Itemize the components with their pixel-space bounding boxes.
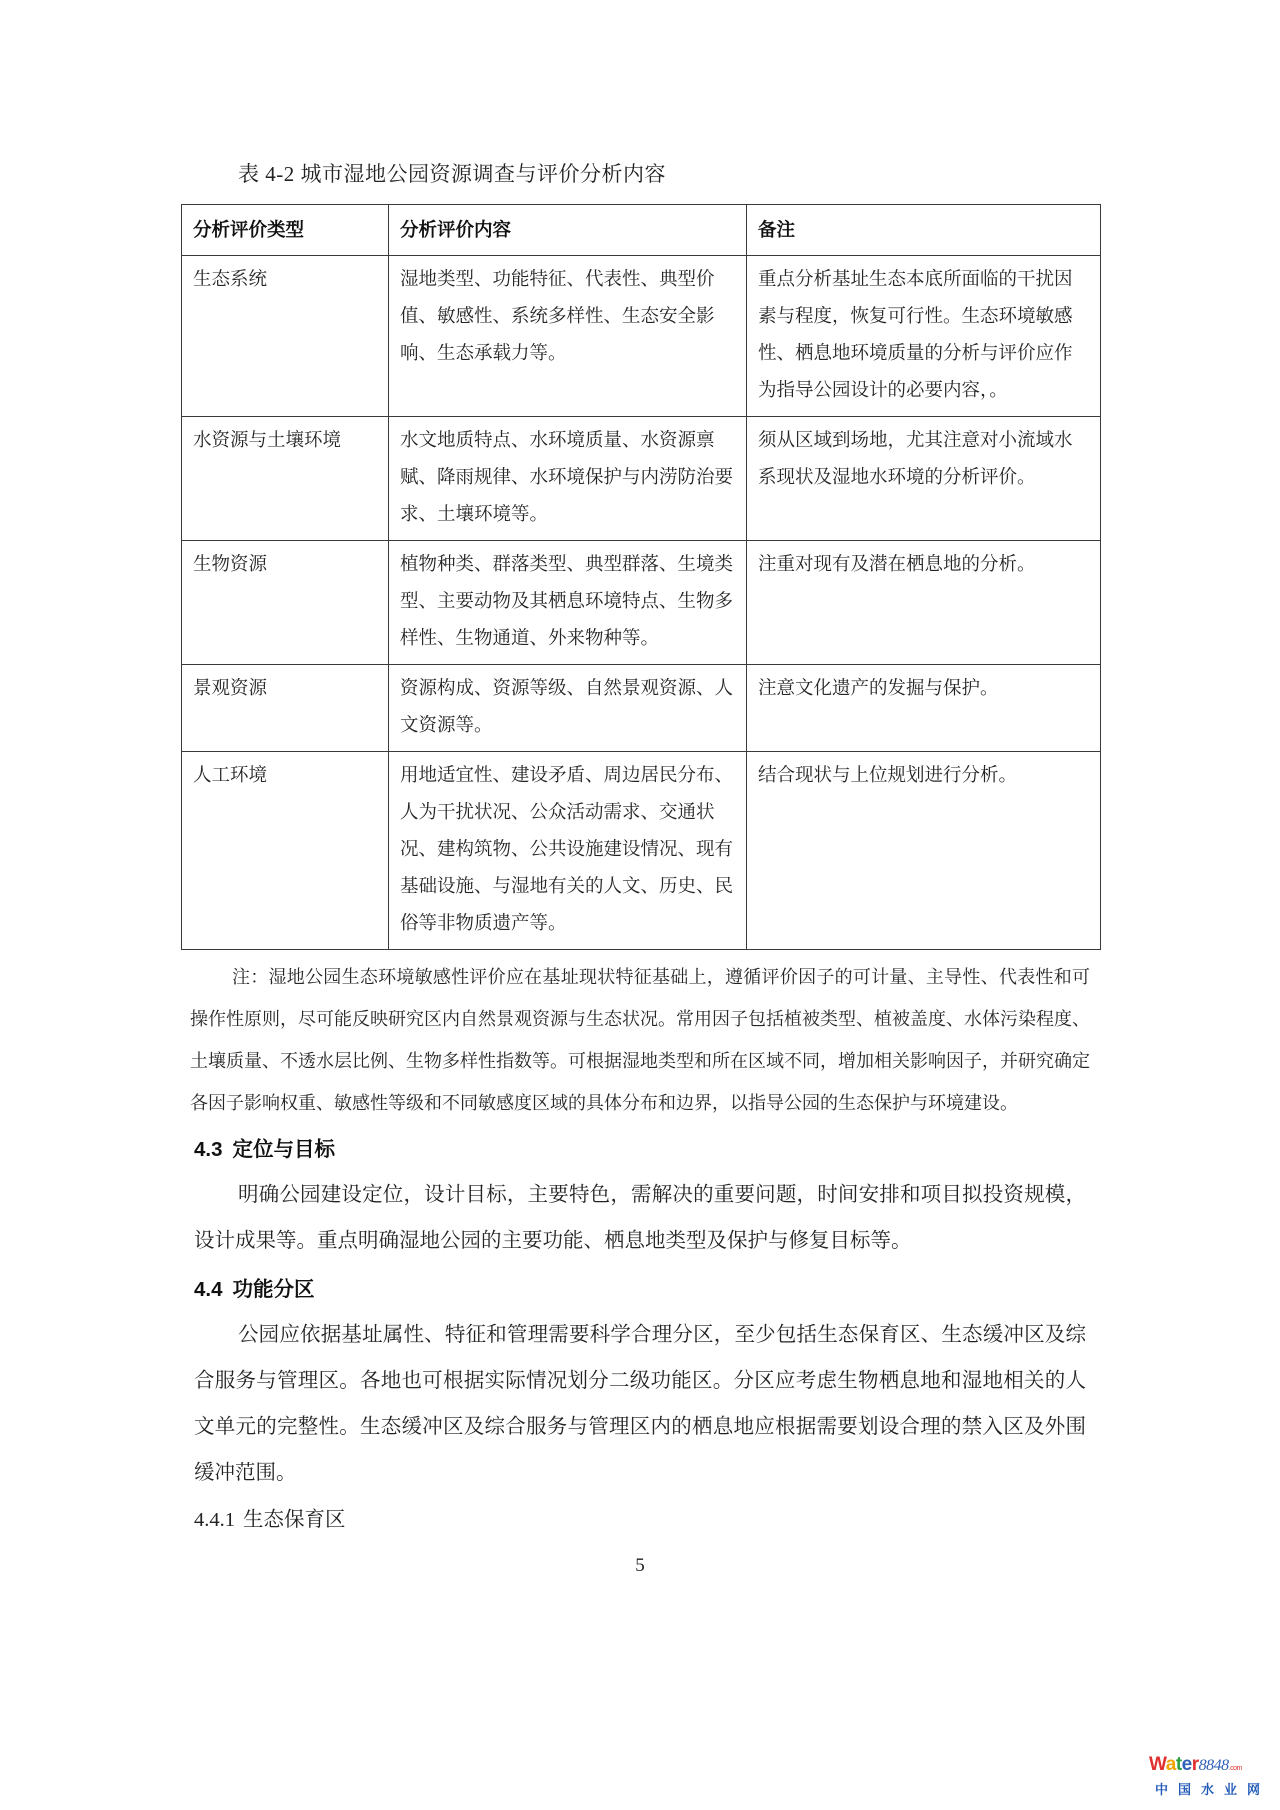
section-number: 4.3: [194, 1138, 223, 1161]
cell-remark: 注意文化遗产的发掘与保护。: [747, 665, 1101, 752]
table-header-row: [182, 205, 1101, 256]
cell-type: 生物资源: [182, 541, 389, 665]
cell-remark: 结合现状与上位规划进行分析。: [747, 752, 1101, 950]
table-row: [182, 417, 1101, 541]
section-4-3-body: [194, 1172, 1086, 1264]
cell-type: 景观资源: [182, 665, 389, 752]
table-row: [182, 752, 1101, 950]
watermark-letter: t: [1175, 1754, 1182, 1775]
table-row: [182, 541, 1101, 665]
section-title: 生态保育区: [243, 1509, 346, 1531]
watermark-number: 8848: [1198, 1757, 1229, 1774]
page-number: 5: [635, 1555, 645, 1576]
cell-type: 人工环境: [182, 752, 389, 950]
watermark-word: [1149, 1754, 1199, 1775]
watermark-cn-name: 中国水业网: [1155, 1782, 1271, 1797]
cell-type: 水资源与土壤环境: [182, 417, 389, 541]
watermark-letter: r: [1191, 1754, 1199, 1775]
header-type: 分析评价类型: [182, 205, 389, 256]
section-heading-4-4-1: [194, 1502, 1280, 1538]
paragraph: 公园应依据基址属性、特征和管理需要科学合理分区，至少包括生态保育区、生态缓冲区及综合服务与管理区。各地也可根据实际情况划分二级功能区。分区应考虑生物栖息地和湿地相关的人文单元的完整性。生态缓冲区及综合服务与管理区内的栖息地应根据需要划设合理的禁入区及外围缓冲范围。: [194, 1324, 1086, 1484]
cell-content: 植物种类、群落类型、典型群落、生境类型、主要动物及其栖息环境特点、生物多样性、生物通道、外来物种等。: [389, 541, 747, 665]
table-caption: 表 4-2 城市湿地公园资源调查与评价分析内容: [238, 162, 666, 186]
section-heading-4-3: [194, 1132, 1280, 1168]
section-number: 4.4: [194, 1278, 223, 1301]
section-number: 4.4.1: [194, 1509, 235, 1531]
watermark-logo-word: [1149, 1755, 1269, 1779]
watermark-suffix: .com: [1228, 1765, 1242, 1772]
table-row: [182, 665, 1101, 752]
section-4-4-body: [194, 1312, 1086, 1496]
watermark-letter: W: [1149, 1754, 1166, 1775]
header-remark: 备注: [747, 205, 1101, 256]
cell-remark: 须从区域到场地，尤其注意对小流域水系现状及湿地水环境的分析评价。: [747, 417, 1101, 541]
cell-content: 资源构成、资源等级、自然景观资源、人文资源等。: [389, 665, 747, 752]
note-text: 注：湿地公园生态环境敏感性评价应在基址现状特征基础上，遵循评价因子的可计量、主导性、代表性和可操作性原则，尽可能反映研究区内自然景观资源与生态状况。常用因子包括植被类型、植被盖度、水体污染程度、土壤质量、不透水层比例、生物多样性指数等。可根据湿地类型和所在区域不同，增加相关影响因子，并研究确定各因子影响权重、敏感性等级和不同敏感度区域的具体分布和边界，以指导公园的生态保护与环境建设。: [190, 967, 1090, 1113]
header-content: 分析评价内容: [389, 205, 747, 256]
cell-content: 水文地质特点、水环境质量、水资源禀赋、降雨规律、水环境保护与内涝防治要求、土壤环境等。: [389, 417, 747, 541]
section-title: 定位与目标: [232, 1138, 335, 1161]
cell-content: 用地适宜性、建设矛盾、周边居民分布、人为干扰状况、公众活动需求、交通状况、建构筑物、公共设施建设情况、现有基础设施、与湿地有关的人文、历史、民俗等非物质遗产等。: [389, 752, 747, 950]
section-title: 功能分区: [232, 1278, 315, 1301]
cell-content: 湿地类型、功能特征、代表性、典型价值、敏感性、系统多样性、生态安全影响、生态承载力等。: [389, 256, 747, 417]
resource-analysis-table: [181, 204, 1101, 950]
table-row: [182, 256, 1101, 417]
paragraph: 明确公园建设定位，设计目标，主要特色，需解决的重要问题，时间安排和项目拟投资规模，设计成果等。重点明确湿地公园的主要功能、栖息地类型及保护与修复目标等。: [194, 1184, 1086, 1252]
section-heading-4-4: [194, 1272, 1280, 1308]
water8848-watermark-logo: [1149, 1755, 1269, 1807]
cell-type: 生态系统: [182, 256, 389, 417]
cell-remark: 重点分析基址生态本底所面临的干扰因素与程度，恢复可行性。生态环境敏感性、栖息地环境质量的分析与评价应作为指导公园设计的必要内容，。: [747, 256, 1101, 417]
watermark-letter: e: [1181, 1754, 1192, 1775]
watermark-letter: a: [1165, 1754, 1176, 1775]
table-note: [190, 956, 1090, 1124]
cell-remark: 注重对现有及潜在栖息地的分析。: [747, 541, 1101, 665]
